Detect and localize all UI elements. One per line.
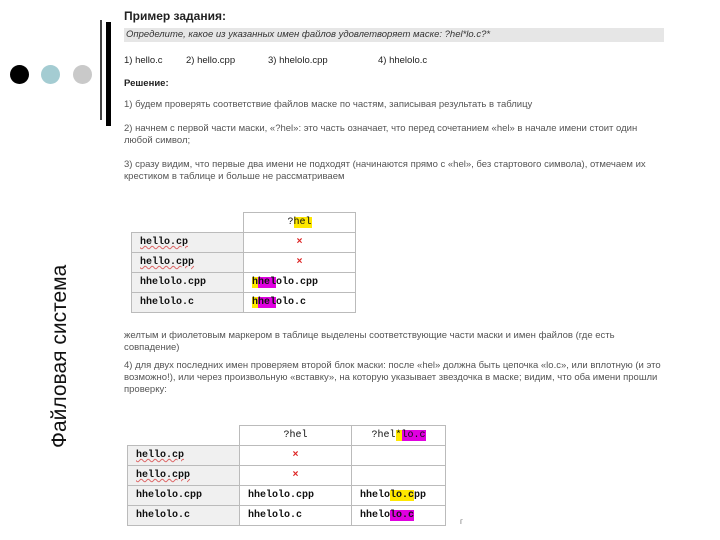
reject-mark: ×	[240, 466, 352, 486]
divider-thick-line	[106, 22, 111, 126]
file-name-cell: hello.cp	[132, 233, 244, 253]
table-row	[132, 253, 356, 273]
empty-cell	[352, 446, 446, 466]
solution-label: Решение:	[124, 78, 169, 89]
reject-mark: ×	[244, 253, 356, 273]
decor-dot-black	[10, 65, 29, 84]
table-row	[128, 466, 446, 486]
match-cell: hhelolo.c	[244, 293, 356, 313]
file-name-cell: hhelolo.c	[132, 293, 244, 313]
footer-mark: г	[460, 517, 463, 526]
table-row	[128, 446, 446, 466]
decor-dot-teal	[41, 65, 60, 84]
file-name-cell: hello.cpp	[132, 253, 244, 273]
file-name-cell: hhelolo.c	[128, 506, 240, 526]
option-2: 2) hello.cpp	[186, 55, 236, 66]
answer-options	[124, 55, 664, 67]
file-name-cell: hello.cp	[128, 446, 240, 466]
match-cell: hhelolo.cpp	[244, 273, 356, 293]
option-1: 1) hello.c	[124, 55, 163, 66]
option-3: 3) hhelolo.cpp	[268, 55, 328, 66]
slide-vertical-title: Файловая система	[48, 264, 71, 448]
mask-header-cell: ?hel	[240, 426, 352, 446]
document-body	[124, 10, 664, 183]
solution-step-1: 1) будем проверять соответствие файлов маске по частям, записывая результать в таблицу	[124, 99, 533, 110]
match-cell: hhelolo.c	[352, 506, 446, 526]
table-row	[132, 213, 356, 233]
reject-mark: ×	[244, 233, 356, 253]
highlight-explanation: желтым и фиолетовым маркером в таблице выделены соответствующие части маски и имен файлов (где есть совпадение)	[124, 330, 615, 353]
task-statement: Определите, какое из указанных имен файлов удовлетворяет маске: ?hel*lo.c?*	[124, 28, 664, 42]
solution-step-3: 3) сразу видим, что первые два имени не подходят (начинаются прямо с «hel», без стартового символа), отмечаем их крестиком в таблице и больше не рассматриваем	[124, 159, 646, 182]
table-row	[132, 233, 356, 253]
file-name-cell: hhelolo.cpp	[132, 273, 244, 293]
decor-dot-gray	[73, 65, 92, 84]
table-corner-cell	[128, 426, 240, 446]
file-name-cell: hhelolo.cpp	[128, 486, 240, 506]
option-4: 4) hhelolo.c	[378, 55, 428, 66]
table-corner-cell	[132, 213, 244, 233]
table-row	[128, 506, 446, 526]
solution-step-2: 2) начнем с первой части маски, «?hel»: это часть означает, что перед сочетанием «hel» в начале имени стоит один любой символ;	[124, 123, 638, 146]
table-row	[132, 273, 356, 293]
solution-step-4: 4) для двух последних имен проверяем второй блок маски: после «hel» должна быть цепочка «lo.c», или вплотную (и это возможно!), или через произвольную «вставку», на которую указывает звездочка в маске; видим, что оба имени прошли проверку:	[124, 360, 661, 395]
mask-table-1	[131, 212, 356, 313]
table-row	[128, 486, 446, 506]
divider-thin-line	[100, 20, 102, 120]
example-heading: Пример задания:	[124, 9, 226, 23]
table-row	[132, 293, 356, 313]
mask-table-2	[127, 425, 446, 526]
reject-mark: ×	[240, 446, 352, 466]
file-name-cell: hello.cpp	[128, 466, 240, 486]
empty-cell	[352, 466, 446, 486]
mask-part-hel: hel	[293, 217, 312, 228]
match-cell: hhelolo.cpp	[352, 486, 446, 506]
mask-part-any: ?	[287, 217, 294, 228]
mask-header-cell	[244, 213, 356, 233]
table-row	[128, 426, 446, 446]
match-cell: hhelolo.c	[240, 506, 352, 526]
match-cell: hhelolo.cpp	[240, 486, 352, 506]
mask-header-cell: ?hel*lo.c	[352, 426, 446, 446]
